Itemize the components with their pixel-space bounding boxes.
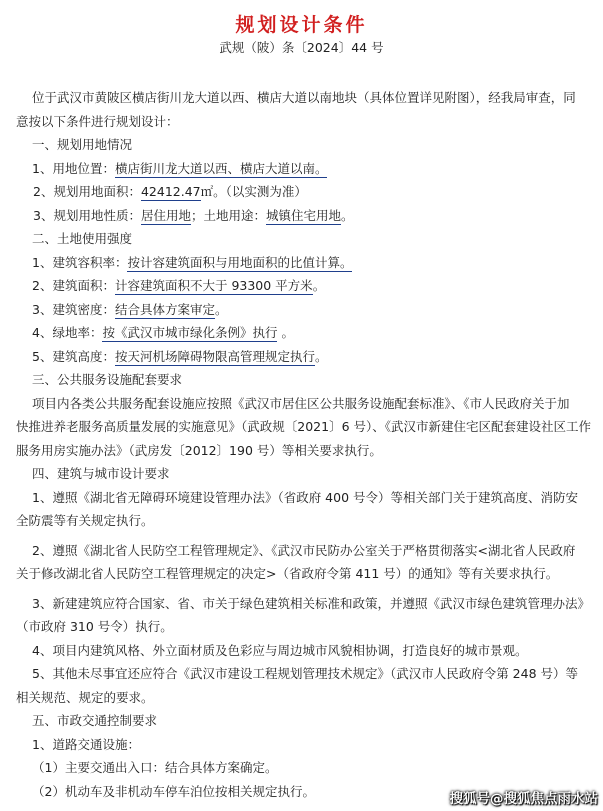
section-4-p5-line-1: 5、其他未尽事宜还应符合《武汉市建设工程规划管理技术规定》（武汉市人民政府令第 248 号）等 <box>32 666 579 681</box>
section-3-heading: 三、公共服务设施配套要求 <box>32 372 183 387</box>
section-3-line-1: 项目内各类公共服务配套设施应按照《武汉市居住区公共服务设施配套标准》、《市人民政府关于加 <box>32 395 570 411</box>
land-use-end: 。 <box>341 207 354 223</box>
section-4-p5-line-2: 相关规范、规定的要求。 <box>16 689 154 705</box>
section-4-heading: 四、建筑与城市设计要求 <box>32 466 170 481</box>
floor-area-value: 计容建筑面积不大于 93300 平方米 <box>114 278 313 293</box>
land-use-item <box>16 204 596 228</box>
height-value: 按天河机场障碍物限高管理规定执行 <box>114 348 315 364</box>
intro-line-2: 意按以下条件进行规划设计： <box>16 113 179 129</box>
section-4-p4: 4、项目内建筑风格、外立面材质及色彩应与周边城市风貌相协调，打造良好的城市景观。 <box>32 642 528 658</box>
land-area-item <box>16 180 596 204</box>
section-4-p1-line-1: 1、遵照《湖北省无障碍环境建设管理办法》（省政府 400 号令）等相关部门关于建筑高度、消防安 <box>32 489 579 505</box>
green-ratio-label: 4、绿地率： <box>32 325 103 340</box>
height-item <box>16 345 596 369</box>
far-label: 1、建筑容积率： <box>32 254 128 270</box>
land-use-label: 3、规划用地性质： <box>33 207 141 223</box>
section-4-p2-line-2: 关于修改湖北省人民防空工程管理规定的决定>（省政府令第 411 号）的通知》等有关要求执行。 <box>16 566 559 581</box>
document-number: 武规（陂）条〔2024〕44 号 <box>219 40 384 55</box>
section-4-p3-line-1: 3、新建建筑应符合国家、省、市关于绿色建筑相关标准和政策，并遵照《武汉市绿色建筑管理办法》 <box>32 595 590 611</box>
height-end: 。 <box>314 348 328 364</box>
density-value: 结合具体方案审定 <box>114 301 215 317</box>
land-location-item <box>16 157 596 181</box>
land-use-value: 居住用地 <box>140 207 191 223</box>
land-purpose-value: 城镇住宅用地 <box>266 207 342 223</box>
traffic-sub-item-1: （1）主要交通出入口：结合具体方案确定。 <box>32 760 278 775</box>
height-label: 5、建筑高度： <box>32 348 115 364</box>
land-area-label: 2、规划用地面积： <box>33 184 141 199</box>
land-location-label: 1、用地位置： <box>32 160 115 176</box>
land-area-unit: ㎡。（以实测为准） <box>200 184 307 199</box>
floor-area-item <box>16 274 596 298</box>
section-4-p2-line-1: 2、遵照《湖北省人民防空工程管理规定》、《武汉市民防办公室关于严格贯彻落实<湖北省人民政府 <box>32 542 576 558</box>
traffic-sub-item-2: （2）机动车及非机动车停车泊位按相关规定执行。 <box>32 783 315 799</box>
section-4-p3-line-2: （市政府 310 号令）执行。 <box>16 619 173 634</box>
density-end: 。 <box>214 301 228 317</box>
land-purpose-label: ；土地用途： <box>190 207 266 223</box>
section-3-line-3: 服务用房实施办法》（武房发〔2012〕190 号）等相关要求执行。 <box>16 442 382 458</box>
density-label: 3、建筑密度： <box>32 301 115 317</box>
section-4-p1-line-2: 全防震等有关规定执行。 <box>16 513 154 528</box>
green-ratio-end: 。 <box>277 325 294 340</box>
source-watermark: 搜狐号@搜狐焦点雨水站 <box>449 791 598 807</box>
section-5-heading: 五、市政交通控制要求 <box>32 713 158 728</box>
far-item <box>16 251 596 275</box>
section-1-heading: 一、规划用地情况 <box>32 137 133 152</box>
density-item <box>16 298 596 322</box>
green-ratio-item <box>16 321 596 345</box>
land-area-value: 42412.47 <box>140 184 201 199</box>
section-3-line-2: 快推进养老服务高质量发展的实施意见》（武政规〔2021〕6 号）、《武汉市新建住宅区配套建设社区工作 <box>16 419 591 434</box>
document-title: 规划设计条件 <box>235 14 368 36</box>
floor-area-label: 2、建筑面积： <box>32 278 115 293</box>
traffic-facilities-item: 1、道路交通设施： <box>32 736 140 752</box>
floor-area-end: 。 <box>312 278 326 293</box>
land-location-value: 横店街川龙大道以西、横店大道以南。 <box>114 160 328 176</box>
section-2-heading: 二、土地使用强度 <box>32 231 133 246</box>
far-value: 按计容建筑面积与用地面积的比值计算。 <box>127 254 353 270</box>
intro-line-1: 位于武汉市黄陂区横店街川龙大道以西、横店大道以南地块（具体位置详见附图），经我局审查，同 <box>32 90 576 105</box>
document-body <box>16 86 596 803</box>
green-ratio-value: 按《武汉市城市绿化条例》执行 <box>102 325 278 340</box>
